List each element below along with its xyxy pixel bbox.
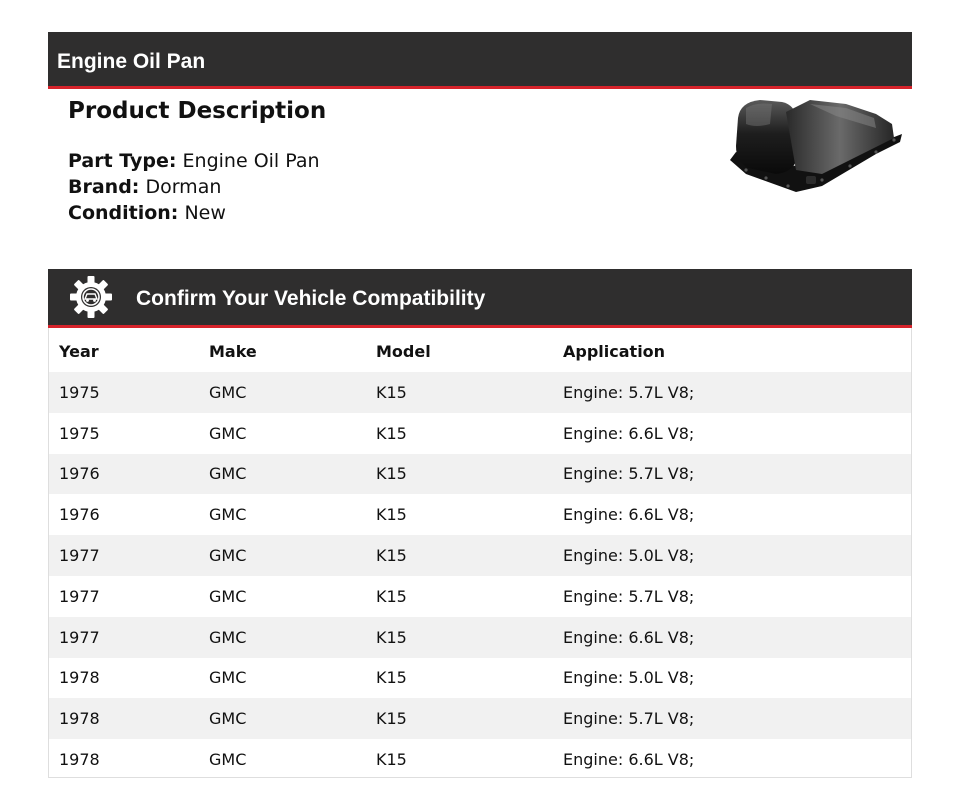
cell-make: GMC [209,454,376,495]
cell-make: GMC [209,372,376,413]
col-year: Year [59,341,99,361]
brand-value: Dorman [145,176,222,198]
cell-model: K15 [376,668,407,688]
table-header-row [49,328,911,372]
cell-year: 1975 [49,372,209,413]
condition-value: New [184,202,226,224]
cell-year: 1978 [59,668,100,688]
table-row [49,698,911,739]
cell-model: K15 [376,372,563,413]
cell-make: GMC [209,535,376,576]
table-row [49,454,911,495]
cell-application: Engine: 6.6L V8; [563,423,695,443]
cell-application: Engine: 5.7L V8; [563,698,911,739]
col-application: Application [563,341,666,361]
cell-make: GMC [209,750,247,770]
cell-make: GMC [209,586,247,606]
cell-model: K15 [376,750,407,770]
cell-make: GMC [209,698,376,739]
cell-make: GMC [209,617,376,658]
cell-model: K15 [376,698,563,739]
cell-make: GMC [209,423,247,443]
table-row [49,535,911,576]
table-row [49,494,911,535]
cell-year: 1978 [49,698,209,739]
cell-year: 1977 [49,535,209,576]
table-row [49,576,911,617]
product-title-bar [48,32,912,89]
condition-row [68,200,668,226]
table-row [49,617,911,658]
compatibility-title: Confirm Your Vehicle Compatibility [136,286,486,310]
cell-year: 1977 [59,586,100,606]
description-heading: Product Description [68,98,327,124]
table-row [49,372,911,413]
cell-model: K15 [376,617,563,658]
cell-make: GMC [209,668,247,688]
table-row [49,739,911,780]
cell-application: Engine: 5.0L V8; [563,535,911,576]
cell-model: K15 [376,454,563,495]
cell-year: 1976 [59,505,100,525]
gear-car-icon [69,275,113,319]
cell-year: 1977 [49,617,209,658]
cell-model: K15 [376,586,407,606]
product-description [68,96,668,226]
oil-pan-image [726,94,906,204]
cell-application: Engine: 6.6L V8; [563,617,911,658]
cell-application: Engine: 5.0L V8; [563,668,695,688]
col-make: Make [209,341,257,361]
table-row [49,413,911,454]
part-type-label: Part Type: [68,150,177,172]
cell-application: Engine: 5.7L V8; [563,372,911,413]
cell-model: K15 [376,505,407,525]
cell-year: 1978 [59,750,100,770]
compatibility-bar [48,269,912,328]
compatibility-table [48,328,912,778]
table-row [49,658,911,699]
col-model: Model [376,341,431,361]
cell-application: Engine: 5.7L V8; [563,586,695,606]
cell-make: GMC [209,505,247,525]
cell-year: 1975 [59,423,100,443]
part-type-row [68,148,668,174]
brand-row [68,174,668,200]
cell-application: Engine: 5.7L V8; [563,454,911,495]
product-title: Engine Oil Pan [57,49,206,73]
cell-model: K15 [376,423,407,443]
brand-label: Brand: [68,176,140,198]
condition-label: Condition: [68,202,179,224]
part-type-value: Engine Oil Pan [182,150,320,172]
cell-application: Engine: 6.6L V8; [563,505,695,525]
cell-model: K15 [376,535,563,576]
cell-application: Engine: 6.6L V8; [563,750,695,770]
cell-year: 1976 [49,454,209,495]
